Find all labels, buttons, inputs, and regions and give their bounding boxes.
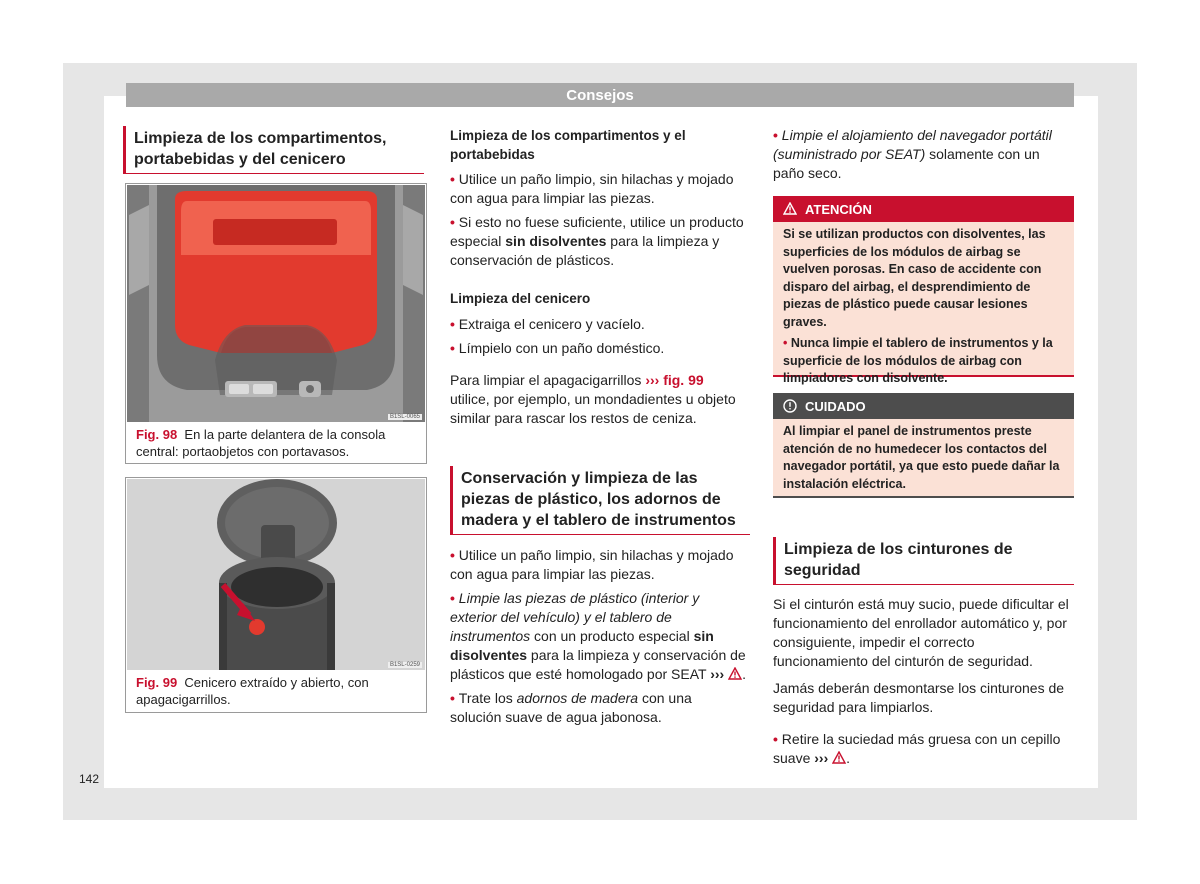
figure-98-caption — [136, 426, 418, 460]
section-title-compartimentos: Limpieza de los compartimentos, portabebidas y del cenicero — [123, 126, 424, 174]
cuidado-text: Al limpiar el panel de instrumentos preste atención de no humedecer los contactos del navegador portátil, ya que esto puede dañar la instalación eléctrica. — [783, 424, 1060, 491]
figure-99 — [125, 477, 427, 713]
subheading-compartimentos: Limpieza de los compartimentos y el portabebidas — [450, 128, 686, 162]
bullet-navegador: • Limpie el alojamiento del navegador portátil (suministrado por SEAT) solamente con un paño seco. — [773, 126, 1073, 183]
section-title-conservacion: Conservación y limpieza de las piezas de plástico, los adornos de madera y el tablero de instrumentos — [450, 466, 750, 535]
figure-98-label: Fig. 98 — [136, 427, 178, 442]
paragraph-cinturon-sucio: Si el cinturón está muy sucio, puede dificultar el funcionamiento del enrollador automático y, por consiguiente, impedir el correcto funcionamiento del cinturón de seguridad. — [773, 596, 1069, 669]
atencion-header — [773, 196, 1074, 222]
paragraph-jamas-desmontar: Jamás deberán desmontarse los cinturones de seguridad para limpiarlos. — [773, 680, 1065, 715]
warning-reference-link[interactable]: ››› — [814, 750, 829, 766]
bullet-retire-suciedad: • Retire la suciedad más gruesa con un cepillo suave ››› . — [773, 730, 1073, 768]
info-circle-icon — [783, 393, 797, 420]
fig-99-reference-link[interactable]: ››› fig. 99 — [645, 372, 704, 388]
cuidado-box — [773, 393, 1074, 498]
page-header: Consejos — [126, 83, 1074, 107]
ashtray-image — [127, 479, 425, 670]
figure-98-caption-text: En la parte delantera de la consola central: portaobjetos con portavasos. — [136, 427, 386, 459]
image-code: B1SL-0259 — [389, 662, 420, 668]
bullet-pano-limpio-2: • Utilice un paño limpio, sin hilachas y mojado con agua para limpiar las piezas. — [450, 546, 747, 584]
figure-99-label: Fig. 99 — [136, 675, 178, 690]
atencion-text-1: Si se utilizan productos con disolventes, las superficies de los módulos de airbag se vuelven porosas. En caso de accidente con disparo del airbag, el desprendimiento de piezas de plástico puede causar lesiones graves. — [783, 227, 1046, 329]
cuidado-header — [773, 393, 1074, 419]
bullet-piezas-plastico: • Limpie las piezas de plástico (interior y exterior del vehículo) y el tablero de instrumentos con un producto especial sin disolventes para la limpieza y conservación de plásticos que esté homologado por SEAT ››› . — [450, 589, 747, 684]
bullet-extraiga: • Extraiga el cenicero y vacíelo. — [450, 315, 747, 334]
atencion-title: ATENCIÓN — [805, 202, 872, 217]
cuidado-title: CUIDADO — [805, 399, 866, 414]
figure-99-caption — [136, 674, 418, 708]
figure-99-caption-text: Cenicero extraído y abierto, con apagacigarrillos. — [136, 675, 369, 707]
bullet-producto-especial: • Si esto no fuese suficiente, utilice un producto especial sin disolventes para la limpieza y conservación de plásticos. — [450, 213, 747, 270]
subheading-cenicero: Limpieza del cenicero — [450, 291, 591, 306]
warning-triangle-icon — [832, 751, 846, 764]
bullet-limpielo: • Límpielo con un paño doméstico. — [450, 339, 747, 358]
bullet-adornos-madera: • Trate los adornos de madera con una solución suave de agua jabonosa. — [450, 689, 747, 727]
warning-triangle-icon — [728, 667, 742, 680]
atencion-box — [773, 196, 1074, 385]
console-storage-image — [127, 185, 425, 422]
atencion-text-2: • Nunca limpie el tablero de instrumentos y la superficie de los módulos de airbag con limpiadores con disolvente. — [783, 335, 1064, 388]
paragraph-apagacigarrillos: Para limpiar el apagacigarrillos ››› fig. 99 utilice, por ejemplo, un mondadientes u objeto similar para rascar los restos de ceniza. — [450, 372, 736, 426]
bullet-pano-limpio: • Utilice un paño limpio, sin hilachas y mojado con agua para limpiar las piezas. — [450, 170, 747, 208]
image-code: B1SL-0065 — [389, 414, 420, 420]
page-number: 142 — [79, 772, 100, 786]
warning-reference-link[interactable]: ››› — [710, 666, 725, 682]
section-title-cinturones: Limpieza de los cinturones de seguridad — [773, 537, 1074, 585]
warning-triangle-icon — [783, 196, 797, 223]
figure-98 — [125, 183, 427, 464]
